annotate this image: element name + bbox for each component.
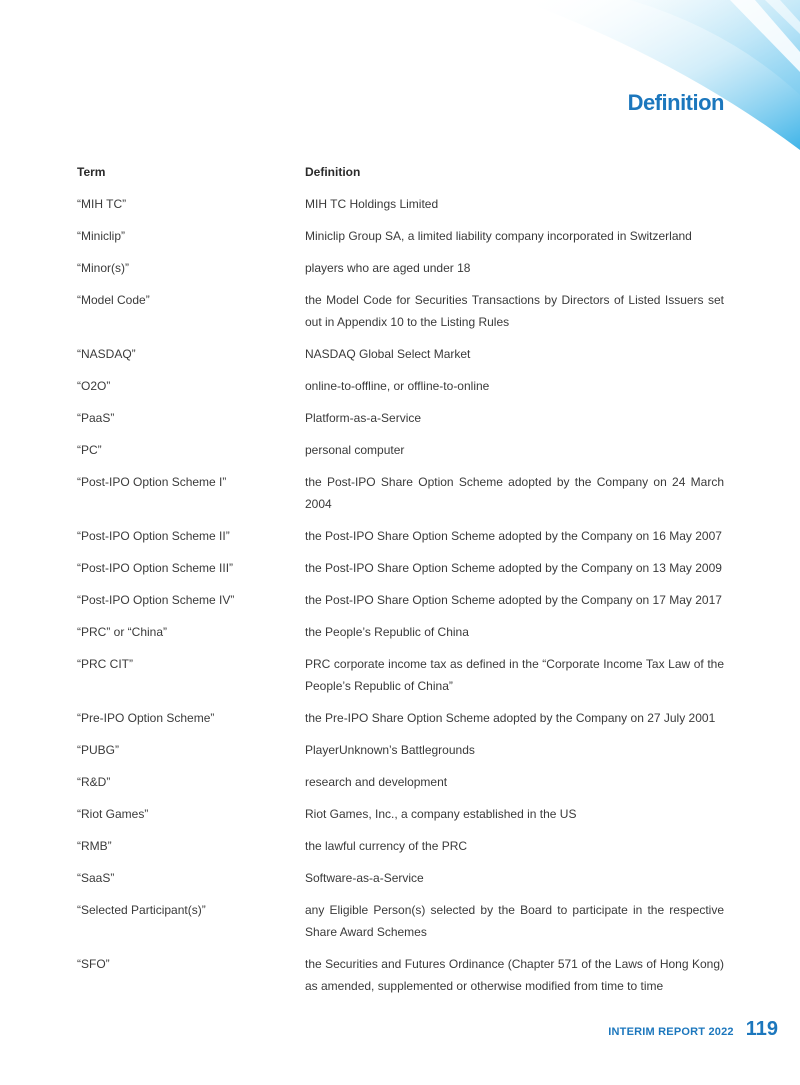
table-row — [77, 953, 724, 997]
page-title: Definition — [627, 90, 724, 115]
definition-term: “R&D” — [77, 775, 111, 789]
corner-decoration — [480, 0, 800, 150]
table-row — [77, 707, 724, 729]
definition-text: personal computer — [305, 443, 405, 457]
table-row — [77, 343, 724, 365]
definition-text: the Model Code for Securities Transactions by Directors of Listed Issuers set out in Appendix 10 to the Listing Rules — [305, 293, 724, 329]
table-row — [77, 257, 724, 279]
table-row — [77, 471, 724, 515]
definition-text: players who are aged under 18 — [305, 261, 471, 275]
definition-text: the Post-IPO Share Option Scheme adopted by the Company on 24 March 2004 — [305, 475, 724, 511]
definition-term: “Miniclip” — [77, 229, 125, 243]
definition-text: MIH TC Holdings Limited — [305, 197, 439, 211]
definition-text: the Post-IPO Share Option Scheme adopted by the Company on 17 May 2017 — [305, 593, 722, 607]
definition-term: “Post-IPO Option Scheme II” — [77, 529, 230, 543]
definition-term: “Riot Games” — [77, 807, 149, 821]
definition-text: the Post-IPO Share Option Scheme adopted by the Company on 16 May 2007 — [305, 529, 722, 543]
column-header-definition: Definition — [305, 165, 361, 179]
definition-text: PRC corporate income tax as defined in the “Corporate Income Tax Law of the People’s Republic of China” — [305, 657, 724, 693]
table-row — [77, 867, 724, 889]
table-row — [77, 899, 724, 943]
table-row — [77, 557, 724, 579]
definition-text: the lawful currency of the PRC — [305, 839, 468, 853]
report-label: INTERIM REPORT 2022 — [608, 1026, 734, 1038]
definition-term: “Minor(s)” — [77, 261, 129, 275]
definition-text: the Pre-IPO Share Option Scheme adopted by the Company on 27 July 2001 — [305, 711, 716, 725]
table-row — [77, 835, 724, 857]
definition-text: research and development — [305, 775, 448, 789]
definition-text: any Eligible Person(s) selected by the Board to participate in the respective Share Award Schemes — [305, 903, 724, 939]
definition-term: “O2O” — [77, 379, 111, 393]
table-row — [77, 375, 724, 397]
definitions-table — [77, 161, 724, 997]
definition-text: Riot Games, Inc., a company established in the US — [305, 807, 577, 821]
definition-term: “PaaS” — [77, 411, 115, 425]
table-row — [77, 225, 724, 247]
definition-text: Software-as-a-Service — [305, 871, 424, 885]
table-row — [77, 653, 724, 697]
definition-text: Miniclip Group SA, a limited liability company incorporated in Switzerland — [305, 229, 692, 243]
definition-term: “Selected Participant(s)” — [77, 903, 206, 917]
table-row — [77, 621, 724, 643]
definition-term: “PUBG” — [77, 743, 119, 757]
definition-term: “NASDAQ” — [77, 347, 136, 361]
definition-term: “Pre-IPO Option Scheme” — [77, 711, 215, 725]
definition-term: “Post-IPO Option Scheme III” — [77, 561, 234, 575]
definition-term: “SaaS” — [77, 871, 115, 885]
table-row — [77, 289, 724, 333]
table-row — [77, 407, 724, 429]
column-header-term: Term — [77, 165, 106, 179]
definition-text: the Securities and Futures Ordinance (Chapter 571 of the Laws of Hong Kong) as amended, supplemented or otherwise modified from time to time — [305, 957, 724, 993]
table-row — [77, 803, 724, 825]
definition-term: “PC” — [77, 443, 102, 457]
definition-term: “MIH TC” — [77, 197, 127, 211]
definition-term: “RMB” — [77, 839, 112, 853]
definition-text: the Post-IPO Share Option Scheme adopted by the Company on 13 May 2009 — [305, 561, 722, 575]
definition-term: “PRC CIT” — [77, 657, 133, 671]
definition-text: Platform-as-a-Service — [305, 411, 422, 425]
definition-term: “Post-IPO Option Scheme I” — [77, 475, 227, 489]
table-row — [77, 439, 724, 461]
definition-term: “PRC” or “China” — [77, 625, 168, 639]
table-row — [77, 771, 724, 793]
definition-text: the People’s Republic of China — [305, 625, 469, 639]
table-header-row — [77, 161, 724, 183]
table-row — [77, 739, 724, 761]
page-number: 119 — [745, 1018, 778, 1040]
definition-term: “Model Code” — [77, 293, 150, 307]
definition-text: NASDAQ Global Select Market — [305, 347, 471, 361]
definition-term: “SFO” — [77, 957, 110, 971]
page-footer — [608, 1018, 778, 1041]
table-row — [77, 193, 724, 215]
table-row — [77, 589, 724, 611]
definition-term: “Post-IPO Option Scheme IV” — [77, 593, 235, 607]
table-row — [77, 525, 724, 547]
definition-text: PlayerUnknown’s Battlegrounds — [305, 743, 475, 757]
definition-text: online-to-offline, or offline-to-online — [305, 379, 490, 393]
